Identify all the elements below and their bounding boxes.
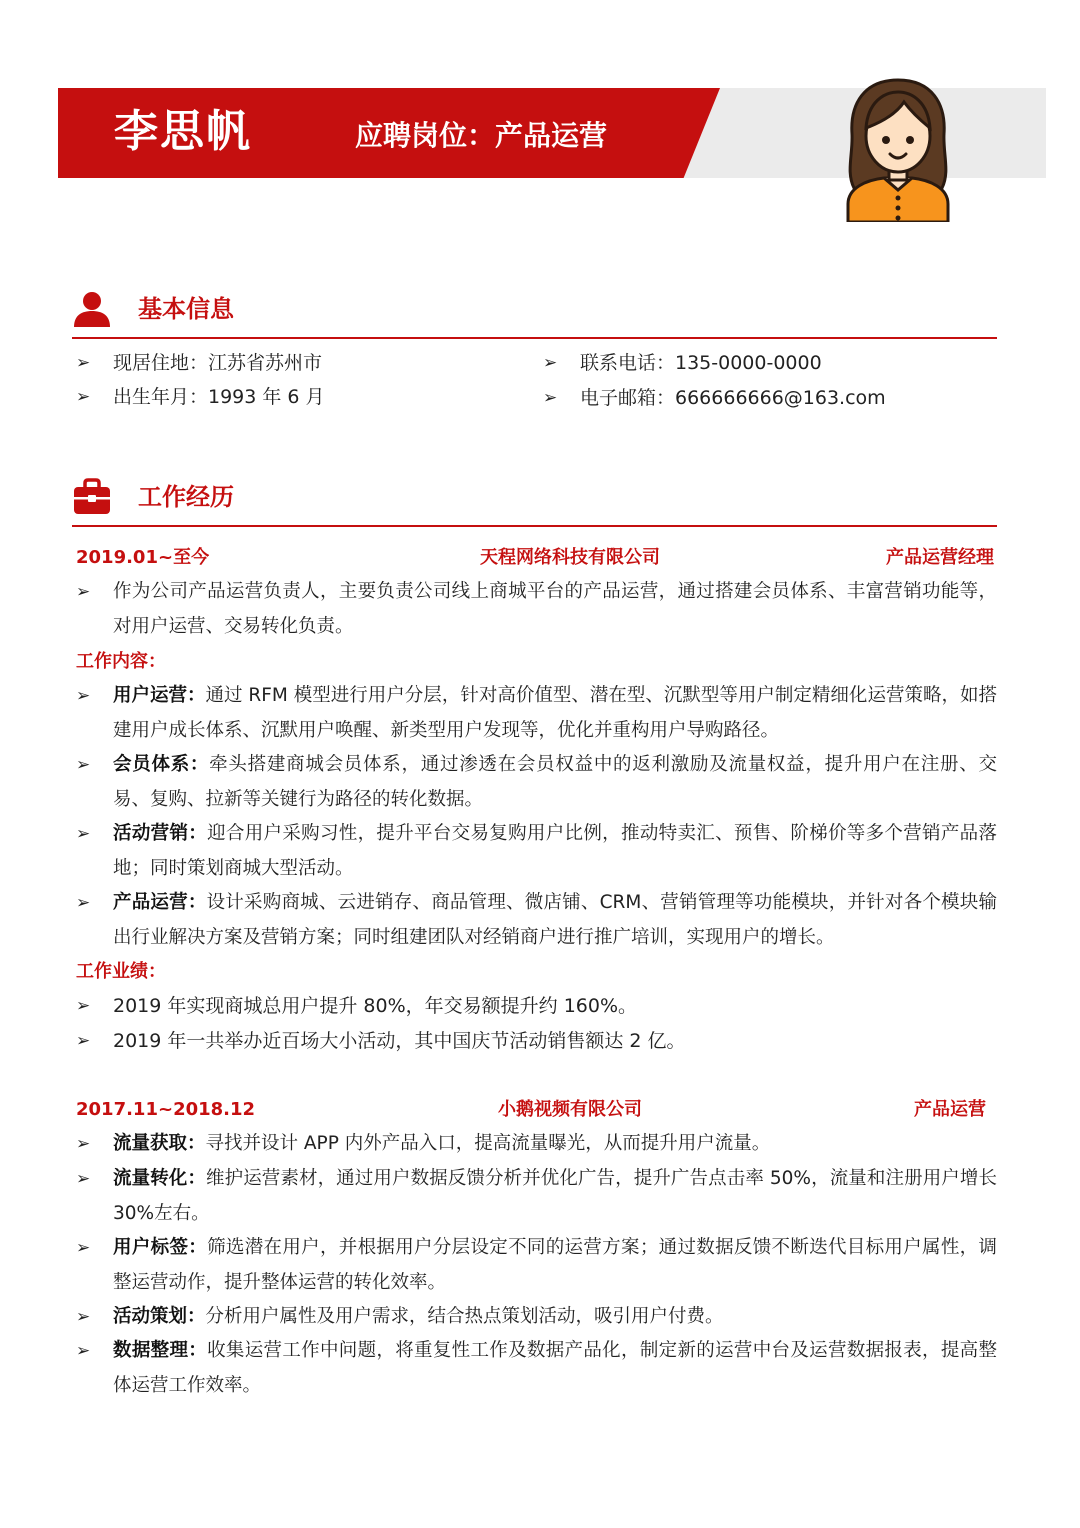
bullet-arrow-icon: ➢ xyxy=(76,1031,91,1051)
bullet-arrow-icon: ➢ xyxy=(76,755,91,775)
list-item xyxy=(113,1127,997,1162)
bullet-arrow-icon: ➢ xyxy=(76,582,91,602)
info-email: 电子邮箱：666666666@163.com xyxy=(580,387,886,409)
item-label: 活动策划： xyxy=(113,1306,206,1327)
list-item xyxy=(113,679,997,748)
item-text: 迎合用户采购习性，提升平台交易复购用户比例，推动特卖汇、预售、阶梯价等多个营销产品落地；同时策划商城大型活动。 xyxy=(113,823,997,879)
item-text: 维护运营素材，通过用户数据反馈分析并优化广告，提升广告点击率 50%，流量和注册用户增长 30%左右。 xyxy=(113,1168,997,1224)
section-basic-info xyxy=(72,287,997,339)
briefcase-icon xyxy=(72,477,112,517)
item-label: 流量转化： xyxy=(113,1168,206,1189)
avatar-icon xyxy=(840,76,956,222)
bullet-arrow-icon: ➢ xyxy=(76,387,91,407)
list-item xyxy=(113,1300,997,1335)
applied-position: 应聘岗位：产品运营 xyxy=(355,119,608,152)
item-label: 活动营销： xyxy=(113,823,208,844)
info-birth: 出生年月：1993 年 6 月 xyxy=(113,386,325,408)
item-label: 数据整理： xyxy=(113,1340,208,1361)
result-item: 2019 年一共举办近百场大小活动，其中国庆节活动销售额达 2 亿。 xyxy=(113,1030,686,1052)
item-text: 通过 RFM 模型进行用户分层，针对高价值型、潜在型、沉默型等用户制定精细化运营策略，如搭建用户成长体系、沉默用户唤醒、新类型用户发现等，优化并重构用户导购路径。 xyxy=(113,685,997,741)
item-text: 设计采购商城、云进销存、商品管理、微店铺、CRM、营销管理等功能模块，并针对各个模块输出行业解决方案及营销方案；同时组建团队对经销商户进行推广培训，实现用户的增长。 xyxy=(113,892,997,948)
bullet-arrow-icon: ➢ xyxy=(76,353,91,373)
bullet-arrow-icon: ➢ xyxy=(76,1341,91,1361)
job-date: 2017.11~2018.12 xyxy=(76,1099,256,1120)
job-date: 2019.01~至今 xyxy=(76,547,210,568)
bullet-arrow-icon: ➢ xyxy=(76,824,91,844)
bullet-arrow-icon: ➢ xyxy=(76,996,91,1016)
list-item xyxy=(113,817,997,886)
item-text: 牵头搭建商城会员体系，通过渗透在会员权益中的返利激励及流量权益，提升用户在注册、交易、复购、拉新等关键行为路径的转化数据。 xyxy=(113,754,997,810)
item-label: 用户标签： xyxy=(113,1237,208,1258)
list-item xyxy=(113,1231,997,1300)
section-title-work: 工作经历 xyxy=(138,483,234,511)
item-text: 寻找并设计 APP 内外产品入口，提高流量曝光，从而提升用户流量。 xyxy=(205,1133,771,1154)
bullet-arrow-icon: ➢ xyxy=(76,686,91,706)
list-item xyxy=(113,886,997,955)
info-phone: 联系电话：135-0000-0000 xyxy=(580,352,822,374)
bullet-arrow-icon: ➢ xyxy=(543,388,558,408)
result-item: 2019 年实现商城总用户提升 80%，年交易额提升约 160%。 xyxy=(113,995,638,1017)
job-company: 天程网络科技有限公司 xyxy=(480,547,660,568)
job-company: 小鹅视频有限公司 xyxy=(498,1099,642,1120)
item-text: 筛选潜在用户，并根据用户分层设定不同的运营方案；通过数据反馈不断迭代目标用户属性，调整运营动作，提升整体运营的转化效率。 xyxy=(113,1237,997,1293)
work-results-label: 工作业绩： xyxy=(76,961,166,982)
list-item xyxy=(113,748,997,817)
item-text: 分析用户属性及用户需求，结合热点策划活动，吸引用户付费。 xyxy=(205,1306,724,1327)
item-label: 用户运营： xyxy=(113,685,206,706)
bullet-arrow-icon: ➢ xyxy=(543,353,558,373)
job-title: 产品运营 xyxy=(914,1099,986,1120)
job-summary: 作为公司产品运营负责人，主要负责公司线上商城平台的产品运营，通过搭建会员体系、丰富营销功能等，对用户运营、交易转化负责。 xyxy=(113,581,997,637)
candidate-name: 李思帆 xyxy=(114,106,252,157)
bullet-arrow-icon: ➢ xyxy=(76,1169,91,1189)
bullet-arrow-icon: ➢ xyxy=(76,893,91,913)
section-title-basic: 基本信息 xyxy=(138,295,234,323)
work-content-label: 工作内容： xyxy=(76,651,166,672)
job-title: 产品运营经理 xyxy=(886,547,994,568)
bullet-arrow-icon: ➢ xyxy=(76,1307,91,1327)
item-label: 会员体系： xyxy=(113,754,210,775)
info-residence: 现居住地：江苏省苏州市 xyxy=(113,352,323,374)
item-label: 产品运营： xyxy=(113,892,207,913)
section-work xyxy=(72,475,997,527)
item-label: 流量获取： xyxy=(113,1133,206,1154)
list-item xyxy=(113,1334,997,1403)
job-header xyxy=(76,544,996,572)
person-icon xyxy=(72,289,112,329)
list-item xyxy=(113,1162,997,1231)
job-header xyxy=(76,1096,996,1124)
bullet-arrow-icon: ➢ xyxy=(76,1134,91,1154)
item-text: 收集运营工作中问题，将重复性工作及数据产品化，制定新的运营中台及运营数据报表，提高整体运营工作效率。 xyxy=(113,1340,997,1396)
bullet-arrow-icon: ➢ xyxy=(76,1238,91,1258)
